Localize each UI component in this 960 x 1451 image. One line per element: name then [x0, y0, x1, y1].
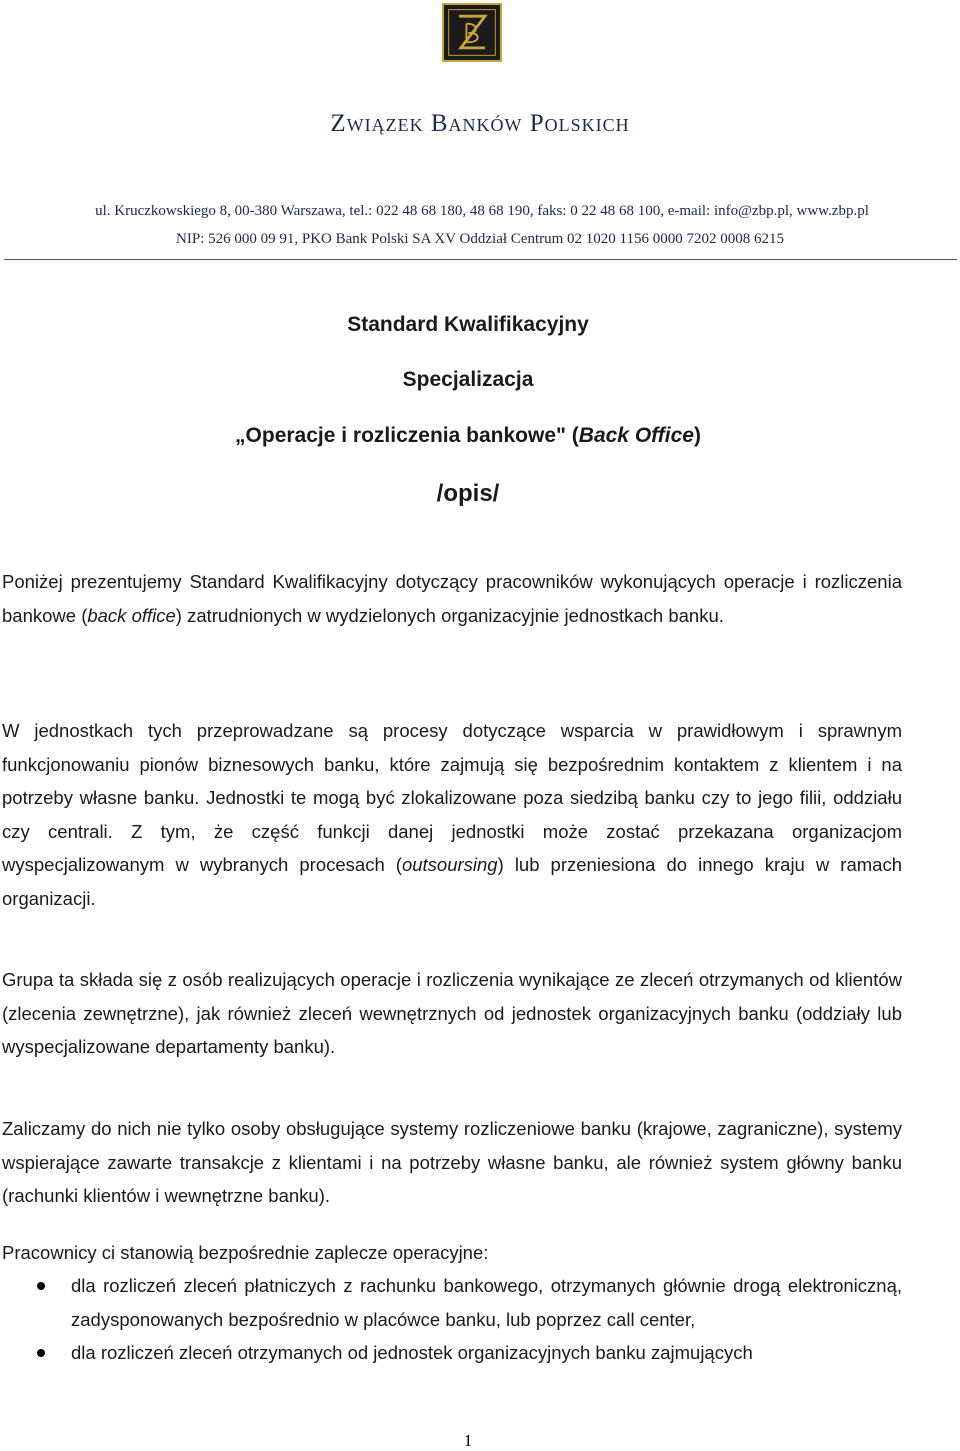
- list-item-text: dla rozliczeń zleceń otrzymanych od jednostek organizacyjnych banku zajmujących: [71, 1342, 753, 1363]
- paragraph-backoffice-intro: Pracownicy ci stanowią bezpośrednie zaplecze operacyjne:: [2, 1242, 489, 1263]
- specialization-label: Specjalizacja: [402, 368, 534, 391]
- paragraph-group: Grupa ta składa się z osób realizujących operacje i rozliczenia wynikające ze zleceń otrzymanych od klientów (zlecenia zewnętrzne), jak również zleceń wewnętrznych od jednostek organizacyjnych banku (oddziały lub wyspecjalizowane departamenty banku).: [2, 969, 902, 1057]
- organization-name: Związek Banków Polskich: [330, 110, 630, 137]
- header-divider: [4, 259, 957, 260]
- paragraph-units: W jednostkach tych przeprowadzane są procesy dotyczące wsparcia w prawidłowym i sprawnym funkcjonowaniu pionów biznesowych banku, które zajmują się bezpośrednim kontaktem z klientem i na potrzeby własne banku. Jednostki te mogą być zlokalizowane poza siedzibą banku czy to jego filii, oddziału czy centrali. Z tym, że część funkcji danej jednostki może zostać przekazana organizacjom wyspecjalizowanym w wybranych procesach (outsoursing) lub przeniesiona do innego kraju w ramach organizacji.: [2, 720, 902, 909]
- list-item-text: dla rozliczeń zleceń płatniczych z rachunku bankowego, otrzymanych głównie drogą elektroniczną, zadysponowanych bezpośrednio w placówce banku, lub poprzez call center,: [71, 1275, 902, 1330]
- bank-account-line: NIP: 526 000 09 91, PKO Bank Polski SA XV Oddział Centrum 02 1020 1156 0000 7202 0008 6215: [176, 231, 784, 247]
- list-item: [0, 1269, 902, 1336]
- specialization-name: „Operacje i rozliczenia bankowe" (Back Office): [235, 424, 701, 447]
- paragraph-intro: Poniżej prezentujemy Standard Kwalifikacyjny dotyczący pracowników wykonujących operacje i rozliczenia bankowe (back office) zatrudnionych w wydzielonych organizacyjnie jednostkach banku.: [2, 571, 902, 626]
- bullet-list: [0, 1269, 902, 1370]
- address-line: ul. Kruczkowskiego 8, 00-380 Warszawa, tel.: 022 48 68 180, 48 68 190, faks: 0 22 48 68 100, e-mail: info@zbp.pl, www.zbp.pl: [95, 203, 869, 219]
- bullet-icon: [37, 1349, 45, 1357]
- zbp-logo-icon: [442, 3, 502, 62]
- document-title: Standard Kwalifikacyjny: [347, 313, 589, 336]
- list-item: [0, 1336, 902, 1370]
- paragraph-systems: Zaliczamy do nich nie tylko osoby obsługujące systemy rozliczeniowe banku (krajowe, zagraniczne), systemy wspierające zawarte transakcje z klientami i na potrzeby własne banku, ale również system główny banku (rachunki klientów i wewnętrzne banku).: [2, 1118, 902, 1206]
- bullet-icon: [37, 1282, 45, 1290]
- page-number: 1: [463, 1431, 473, 1450]
- description-heading: /opis/: [436, 480, 500, 507]
